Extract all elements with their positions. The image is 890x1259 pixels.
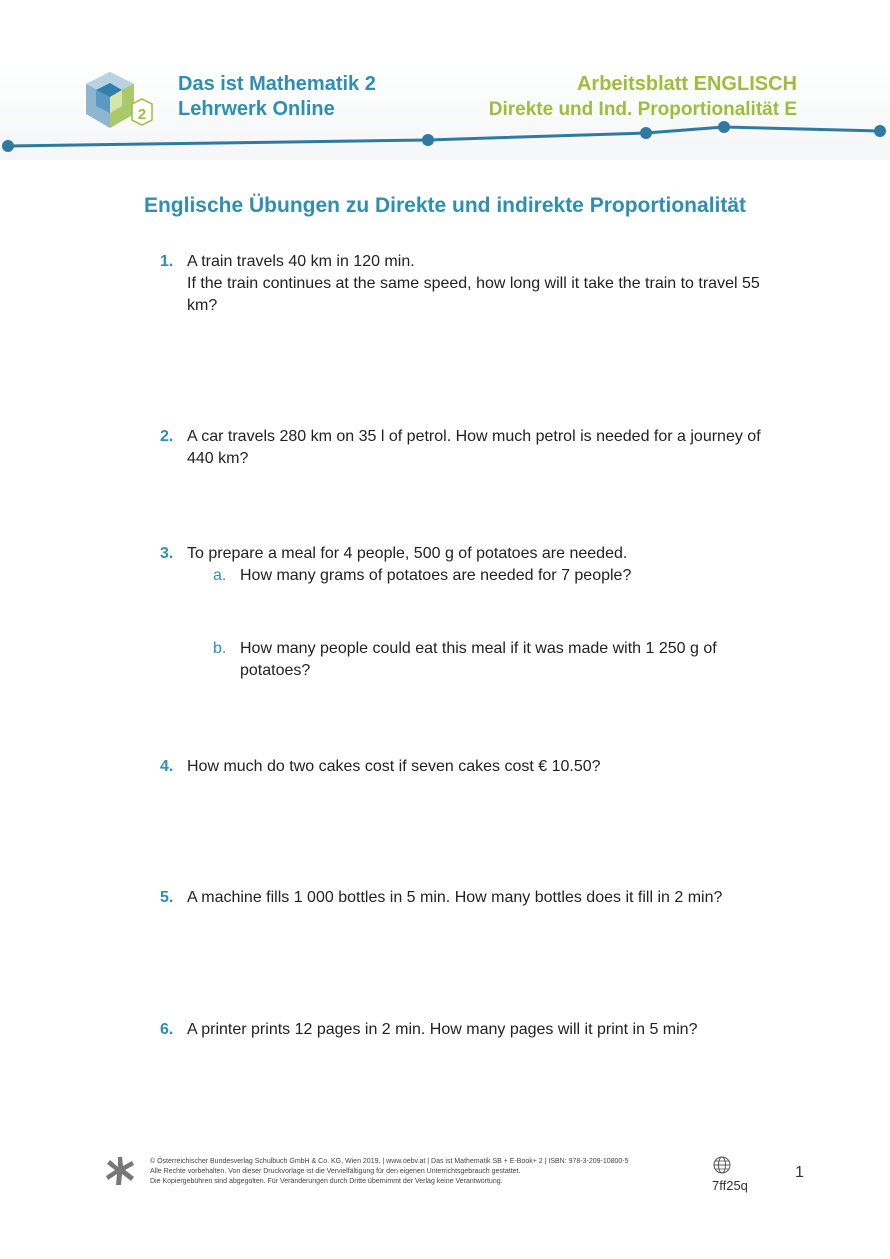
subtask-a [213,565,753,587]
task-text: How much do two cakes cost if seven cakes cost € 10.50? [187,758,601,775]
task-number: 3. [160,545,174,562]
task-6 [160,1019,790,1041]
worksheet-title-line2: Direkte und Ind. Proportionalität E [488,99,797,120]
task-number: 4. [160,758,174,775]
subtask-letter: a. [213,567,227,584]
logo-number: 2 [137,106,147,123]
series-title-line1: Das ist Mathematik 2 [178,73,376,95]
online-code: 7ff25q [712,1178,748,1193]
copyright-notice [150,1157,629,1187]
task-number: 5. [160,889,174,906]
page-title: Englische Übungen zu Direkte und indirekte Proportionalität [143,194,747,217]
publisher-logo-icon [104,1155,136,1187]
subtask-text: How many people could eat this meal if it was made with 1 250 g of potatoes? [240,640,717,679]
task-2 [160,426,790,470]
series-title [178,72,376,122]
worksheet-title [489,72,797,122]
rights-line: Alle Rechte vorbehalten. Von dieser Druckvorlage ist die Vervielfältigung für den eigenen Unterrichtsgebrauch gestattet. [150,1168,521,1175]
task-text: A car travels 280 km on 35 l of petrol. How much petrol is needed for a journey of 440 km? [187,428,761,467]
worksheet-title-line1: Arbeitsblatt ENGLISCH [576,73,797,95]
task-1 [160,251,790,317]
task-4 [160,756,790,778]
task-number: 2. [160,428,174,445]
globe-icon [712,1155,732,1175]
task-text: To prepare a meal for 4 people, 500 g of potatoes are needed. [187,545,628,562]
subtask-b [213,638,753,682]
task-text: A machine fills 1 000 bottles in 5 min. How many bottles does it fill in 2 min? [187,889,723,906]
task-5 [160,887,790,909]
header-wave-line [0,118,890,154]
page-number: 1 [795,1164,804,1181]
task-text: A train travels 40 km in 120 min. If the train continues at the same speed, how long will it take the train to travel 55 km? [187,253,760,314]
subtask-text: How many grams of potatoes are needed for 7 people? [240,567,632,584]
series-title-line2: Lehrwerk Online [178,98,335,120]
subtask-letter: b. [213,640,227,657]
task-number: 1. [160,253,174,270]
task-text: A printer prints 12 pages in 2 min. How many pages will it print in 5 min? [187,1021,698,1038]
task-3 [160,543,790,565]
copyright-line: © Österreichischer Bundesverlag Schulbuch GmbH & Co. KG, Wien 2019. | www.oebv.at | Das ist Mathematik SB + E-Book+ 2 | ISBN: 978-3-209-10800-5 [150,1158,629,1165]
task-number: 6. [160,1021,174,1038]
fees-line: Die Kopiergebühren sind abgegolten. Für Veränderungen durch Dritte übernimmt der Verlag keine Verantwortung. [150,1178,503,1185]
